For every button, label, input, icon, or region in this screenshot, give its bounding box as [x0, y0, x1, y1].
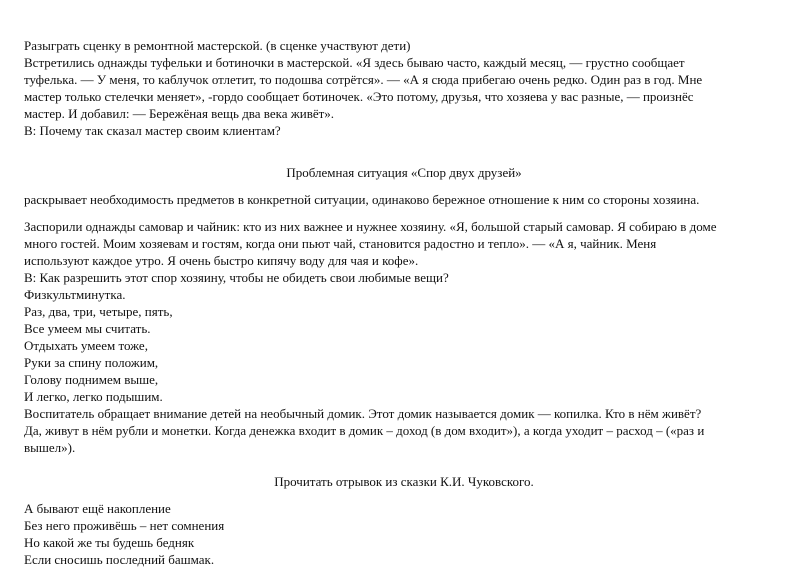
- question-line: В: Как разрешить этот спор хозяину, чтобы не обидеть свои любимые вещи?: [24, 270, 449, 285]
- poem: [24, 500, 784, 568]
- text-line: Встретились однажды туфельки и ботиночки в мастерской. «Я здесь бываю часто, каждый месяц, — грустно сообщает: [24, 55, 685, 70]
- poem-line: А бывают ещё накопление: [24, 501, 171, 516]
- intro-text: раскрывает необходимость предметов в конкретной ситуации, одинаково бережное отношение к ним со стороны хозяина.: [24, 192, 700, 207]
- rhyme-line: Отдыхать умеем тоже,: [24, 338, 148, 353]
- rhyme-line: Все умеем мы считать.: [24, 321, 151, 336]
- text-line: мастер. И добавил: — Бережёная вещь два века живёт».: [24, 106, 335, 121]
- text-line: Физкультминутка.: [24, 287, 126, 302]
- poem-line: Но какой же ты будешь бедняк: [24, 535, 195, 550]
- poem-line: Без него проживёшь – нет сомнения: [24, 518, 225, 533]
- text-line: туфелька. — У меня, то каблучок отлетит, то подошва сотрётся». — «А я сюда прибегаю очень редко. Один раз в год. Мне: [24, 72, 703, 87]
- text-line: используют каждое утро. Я очень быстро кипячу воду для чая и кофе».: [24, 253, 419, 268]
- rhyme-line: Руки за спину положим,: [24, 355, 159, 370]
- text-line: Разыграть сценку в ремонтной мастерской. (в сценке участвуют дети): [24, 38, 411, 53]
- text-line: Да, живут в нём рубли и монетки. Когда денежка входит в домик – доход (в дом входит»), а когда уходит – расход – («раз и: [24, 423, 705, 438]
- section-heading: Прочитать отрывок из сказки К.И. Чуковского.: [274, 474, 534, 489]
- text-line: Воспитатель обращает внимание детей на необычный домик. Этот домик называется домик — копилка. Кто в нём живёт?: [24, 406, 702, 421]
- rhyme-line: И легко, легко подышим.: [24, 389, 163, 404]
- document-page: [24, 37, 784, 568]
- text-line: мастер только стелечки меняет», -гордо сообщает ботиночек. «Это потому, друзья, что хозяева у вас разные, — произнёс: [24, 89, 694, 104]
- text-line: много гостей. Моим хозяевам и гостям, когда они пьют чай, становится радостно и тепло». — «А я, чайник. Меня: [24, 236, 657, 251]
- question-line: В: Почему так сказал мастер своим клиентам?: [24, 123, 281, 138]
- text-line: вышел»).: [24, 440, 76, 455]
- rhyme-line: Раз, два, три, четыре, пять,: [24, 304, 173, 319]
- section-heading: Проблемная ситуация «Спор двух друзей»: [286, 165, 522, 180]
- scene-friends: [24, 218, 784, 456]
- rhyme-line: Голову поднимем выше,: [24, 372, 159, 387]
- scene-workshop: [24, 37, 784, 139]
- text-line: Заспорили однажды самовар и чайник: кто из них важнее и нужнее хозяину. «Я, большой старый самовар. Я собираю в доме: [24, 219, 717, 234]
- poem-line: Если сносишь последний башмак.: [24, 552, 215, 567]
